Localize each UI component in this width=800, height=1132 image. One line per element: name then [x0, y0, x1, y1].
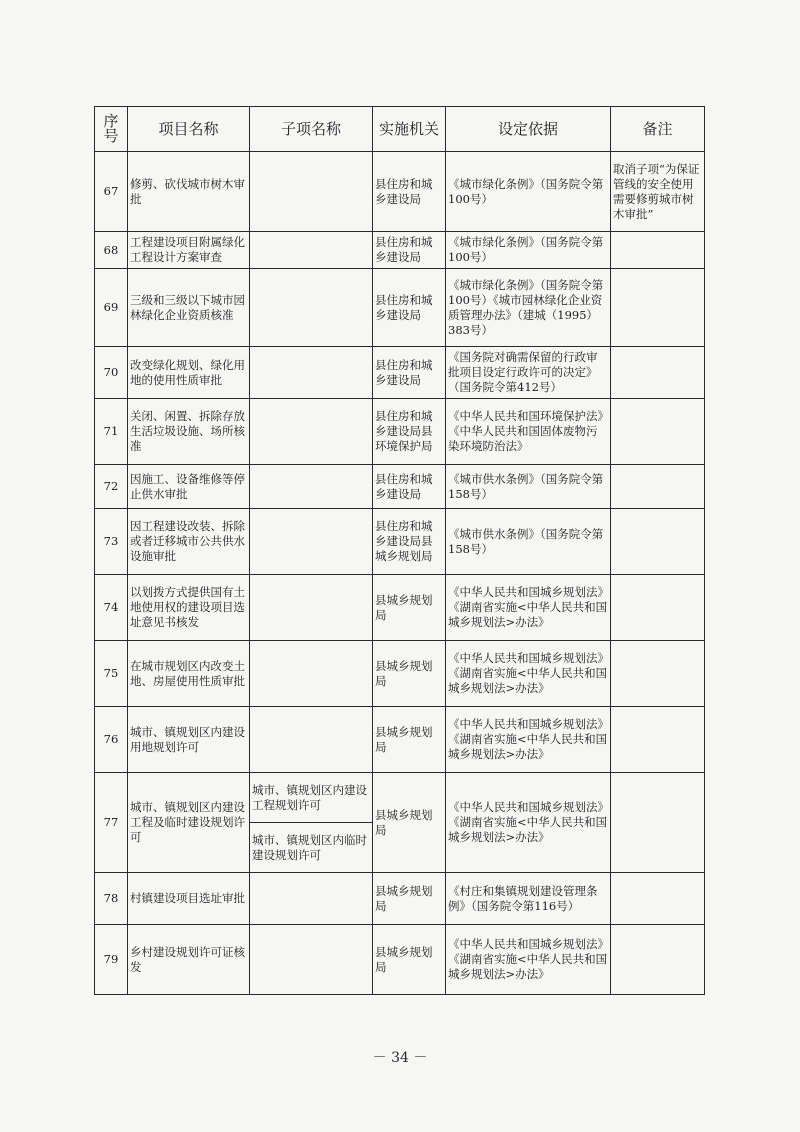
row-item-name: 乡村建设规划许可证核发 — [128, 925, 250, 995]
row-seq: 76 — [95, 707, 128, 773]
row-agency: 县住房和城乡建设局 — [373, 152, 446, 232]
row-basis: 《城市绿化条例》（国务院令第100号）《城市园林绿化企业资质管理办法》（建城（1995）383号） — [446, 269, 611, 347]
row-seq: 73 — [95, 509, 128, 575]
row-subitem — [250, 399, 373, 465]
row-remark — [611, 347, 705, 399]
row-seq: 75 — [95, 641, 128, 707]
approval-items-table — [94, 106, 705, 995]
row-item-name: 因施工、设备维修等停止供水审批 — [128, 465, 250, 509]
row-agency: 县住房和城乡建设局 — [373, 232, 446, 269]
row-item-name: 村镇建设项目选址审批 — [128, 873, 250, 925]
row-seq: 79 — [95, 925, 128, 995]
row-remark — [611, 232, 705, 269]
row-subitem — [250, 269, 373, 347]
row-subitem — [250, 641, 373, 707]
row-basis: 《村庄和集镇规划建设管理条例》（国务院令第116号） — [446, 873, 611, 925]
header-subitem-name: 子项名称 — [250, 107, 373, 152]
row-agency: 县住房和城乡建设局 — [373, 269, 446, 347]
row-item-name: 在城市规划区内改变土地、房屋使用性质审批 — [128, 641, 250, 707]
table-header-row — [95, 107, 705, 152]
row-basis: 《中华人民共和国城乡规划法》《湖南省实施<中华人民共和国城乡规划法>办法》 — [446, 641, 611, 707]
table-row — [95, 925, 705, 995]
row-agency: 县城乡规划局 — [373, 773, 446, 873]
header-legal-basis: 设定依据 — [446, 107, 611, 152]
table-row — [95, 269, 705, 347]
table-row — [95, 873, 705, 925]
row-item-name: 城市、镇规划区内建设用地规划许可 — [128, 707, 250, 773]
row-remark — [611, 399, 705, 465]
row-seq: 74 — [95, 575, 128, 641]
row-seq: 72 — [95, 465, 128, 509]
row-subitem: 城市、镇规划区内临时建设规划许可 — [250, 823, 373, 873]
row-remark: 取消子项“为保证管线的安全使用需要修剪城市树木审批” — [611, 152, 705, 232]
row-item-name: 因工程建设改装、拆除或者迁移城市公共供水设施审批 — [128, 509, 250, 575]
row-basis: 《中华人民共和国城乡规划法》《湖南省实施<中华人民共和国城乡规划法>办法》 — [446, 925, 611, 995]
row-item-name: 以划拨方式提供国有土地使用权的建设项目选址意见书核发 — [128, 575, 250, 641]
row-basis: 《城市绿化条例》（国务院令第100号） — [446, 232, 611, 269]
row-remark — [611, 575, 705, 641]
row-item-name: 城市、镇规划区内建设工程及临时建设规划许可 — [128, 773, 250, 873]
row-seq: 71 — [95, 399, 128, 465]
row-agency: 县住房和城乡建设局县城乡规划局 — [373, 509, 446, 575]
row-subitem — [250, 347, 373, 399]
row-agency: 县城乡规划局 — [373, 925, 446, 995]
row-basis: 《中华人民共和国城乡规划法》《湖南省实施<中华人民共和国城乡规划法>办法》 — [446, 773, 611, 873]
row-item-name: 工程建设项目附属绿化工程设计方案审查 — [128, 232, 250, 269]
row-basis: 《中华人民共和国城乡规划法》《湖南省实施<中华人民共和国城乡规划法>办法》 — [446, 575, 611, 641]
page-number: － 34 － — [372, 1050, 428, 1066]
row-subitem — [250, 873, 373, 925]
row-subitem — [250, 925, 373, 995]
row-agency: 县城乡规划局 — [373, 873, 446, 925]
row-subitem: 城市、镇规划区内建设工程规划许可 — [250, 773, 373, 823]
table-row — [95, 509, 705, 575]
row-remark — [611, 707, 705, 773]
row-agency: 县住房和城乡建设局县环境保护局 — [373, 399, 446, 465]
header-remark: 备注 — [611, 107, 705, 152]
table-row — [95, 773, 705, 823]
row-basis: 《城市绿化条例》（国务院令第100号） — [446, 152, 611, 232]
row-item-name: 修剪、砍伐城市树木审批 — [128, 152, 250, 232]
row-subitem — [250, 707, 373, 773]
table-row — [95, 707, 705, 773]
row-agency: 县城乡规划局 — [373, 707, 446, 773]
row-seq: 68 — [95, 232, 128, 269]
row-basis: 《城市供水条例》（国务院令第158号） — [446, 465, 611, 509]
row-remark — [611, 465, 705, 509]
row-agency: 县城乡规划局 — [373, 575, 446, 641]
row-remark — [611, 509, 705, 575]
table-row — [95, 641, 705, 707]
table-row — [95, 232, 705, 269]
row-subitem — [250, 152, 373, 232]
row-subitem — [250, 465, 373, 509]
row-remark — [611, 269, 705, 347]
row-basis: 《中华人民共和国环境保护法》《中华人民共和国固体废物污染环境防治法》 — [446, 399, 611, 465]
row-item-name: 关闭、闲置、拆除存放生活垃圾设施、场所核准 — [128, 399, 250, 465]
row-remark — [611, 873, 705, 925]
row-remark — [611, 641, 705, 707]
table-row — [95, 465, 705, 509]
header-agency: 实施机关 — [373, 107, 446, 152]
row-agency: 县城乡规划局 — [373, 641, 446, 707]
table-row — [95, 399, 705, 465]
table-row — [95, 152, 705, 232]
table-row — [95, 575, 705, 641]
row-item-name: 三级和三级以下城市园林绿化企业资质核准 — [128, 269, 250, 347]
row-remark — [611, 773, 705, 873]
row-basis: 《中华人民共和国城乡规划法》《湖南省实施<中华人民共和国城乡规划法>办法》 — [446, 707, 611, 773]
row-subitem — [250, 575, 373, 641]
row-basis: 《城市供水条例》（国务院令第158号） — [446, 509, 611, 575]
row-seq: 77 — [95, 773, 128, 873]
row-seq: 78 — [95, 873, 128, 925]
row-subitem — [250, 509, 373, 575]
row-subitem — [250, 232, 373, 269]
header-seq: 序号 — [95, 107, 128, 152]
row-seq: 69 — [95, 269, 128, 347]
row-seq: 67 — [95, 152, 128, 232]
header-item-name: 项目名称 — [128, 107, 250, 152]
row-agency: 县住房和城乡建设局 — [373, 347, 446, 399]
row-item-name: 改变绿化规划、绿化用地的使用性质审批 — [128, 347, 250, 399]
table-row — [95, 347, 705, 399]
row-agency: 县住房和城乡建设局 — [373, 465, 446, 509]
row-seq: 70 — [95, 347, 128, 399]
row-basis: 《国务院对确需保留的行政审批项目设定行政许可的决定》（国务院令第412号） — [446, 347, 611, 399]
row-remark — [611, 925, 705, 995]
